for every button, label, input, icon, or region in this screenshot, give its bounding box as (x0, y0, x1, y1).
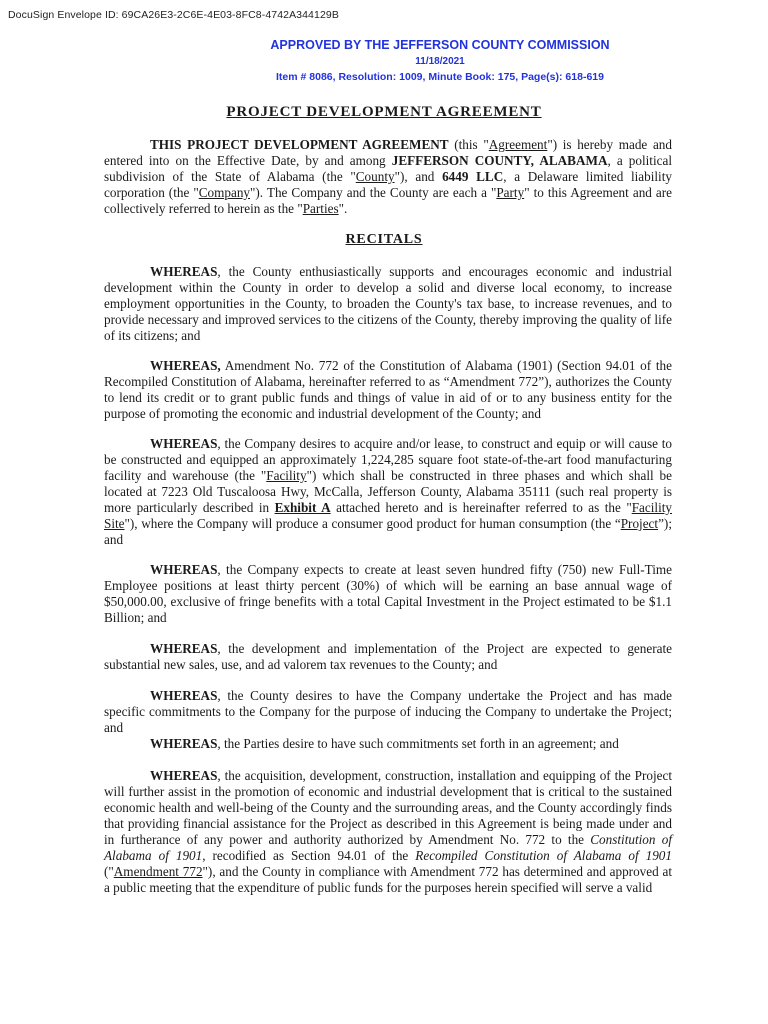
intro-paragraph: THIS PROJECT DEVELOPMENT AGREEMENT (this "Agreement") is hereby made and entered into on the Effective Date, by and among JEFFERSON COUNTY, ALABAMA, a political subdivision of the State of Alabama (the "County"), and 6449 LLC, a Delaware limited liability corporation (the "Company"). The Company and the County are each a "Party" to this Agreement and are collectively referred to herein as the "Parties". (104, 137, 672, 216)
approval-stamp-title: APPROVED BY THE JEFFERSON COUNTY COMMISSION (270, 38, 610, 52)
docusign-envelope-id: DocuSign Envelope ID: 69CA26E3-2C6E-4E03-8FC8-4742A344129B (8, 9, 339, 21)
recital-paragraph: WHEREAS, the acquisition, development, construction, installation and equipping of the Project will further assist in the promotion of economic and industrial development that is critical to the sustained economic health and well-being of the County and the surrounding areas, and the County accordingly finds that providing financial assistance for the Project as described in this Agreement is being made under and in furtherance of any power and authority authorized by Amendment No. 772 to the Constitution of Alabama of 1901, recodified as Section 94.01 of the Recompiled Constitution of Alabama of 1901 ("Amendment 772"), and the County in compliance with Amendment 772 has determined and approved at a public meeting that the expenditure of public funds for the purposes herein specified will serve a valid (104, 768, 672, 895)
recital-paragraph: WHEREAS, the Company desires to acquire and/or lease, to construct and equip or will cause to be constructed and equipped an approximately 1,224,285 square foot state-of-the-art food manufacturing facility and warehouse (the "Facility") which shall be constructed in three phases and which shall be located at 7223 Old Tuscaloosa Hwy, McCalla, Jefferson County, Alabama 35111 (such real property is more particularly described in Exhibit A attached hereto and is hereinafter referred to as the "Facility Site"), where the Company will produce a consumer good product for human consumption (the “Project”); and (104, 436, 672, 547)
document-title: PROJECT DEVELOPMENT AGREEMENT (226, 104, 542, 120)
recital-paragraph: WHEREAS, the County desires to have the Company undertake the Project and has made specific commitments to the Company for the purpose of inducing the Company to undertake the Project; and (104, 688, 672, 735)
recital-paragraph: WHEREAS, Amendment No. 772 of the Constitution of Alabama (1901) (Section 94.01 of the Recompiled Constitution of Alabama, hereinafter referred to as “Amendment 772”), authorizes the County to lend its credit or to grant public funds and things of value in aid of or to any business entity for the purpose of promoting the economic and industrial development of the County; and (104, 358, 672, 421)
recitals-heading: RECITALS (345, 232, 423, 247)
recital-paragraph: WHEREAS, the Parties desire to have such commitments set forth in an agreement; and (150, 736, 619, 751)
approval-stamp-reference: Item # 8086, Resolution: 1009, Minute Book: 175, Page(s): 618-619 (276, 71, 604, 83)
approval-stamp-date: 11/18/2021 (415, 56, 465, 67)
recital-paragraph: WHEREAS, the Company expects to create at least seven hundred fifty (750) new Full-Time Employee positions at least thirty percent (30%) of which will be earning an base annual wage of $50,000.00, exclusive of fringe benefits with a total Capital Investment in the Project estimated to be $1.1 Billion; and (104, 562, 672, 625)
recital-paragraph: WHEREAS, the development and implementation of the Project are expected to generate substantial new sales, use, and ad valorem tax revenues to the County; and (104, 641, 672, 672)
recital-paragraph: WHEREAS, the County enthusiastically supports and encourages economic and industrial development within the County in order to develop a solid and diverse local economy, to increase employment opportunities in the County, to broaden the County's tax base, to increase revenues, and to provide necessary and improved services to the citizens of the County, thereby improving the quality of life of its citizens; and (104, 264, 672, 343)
